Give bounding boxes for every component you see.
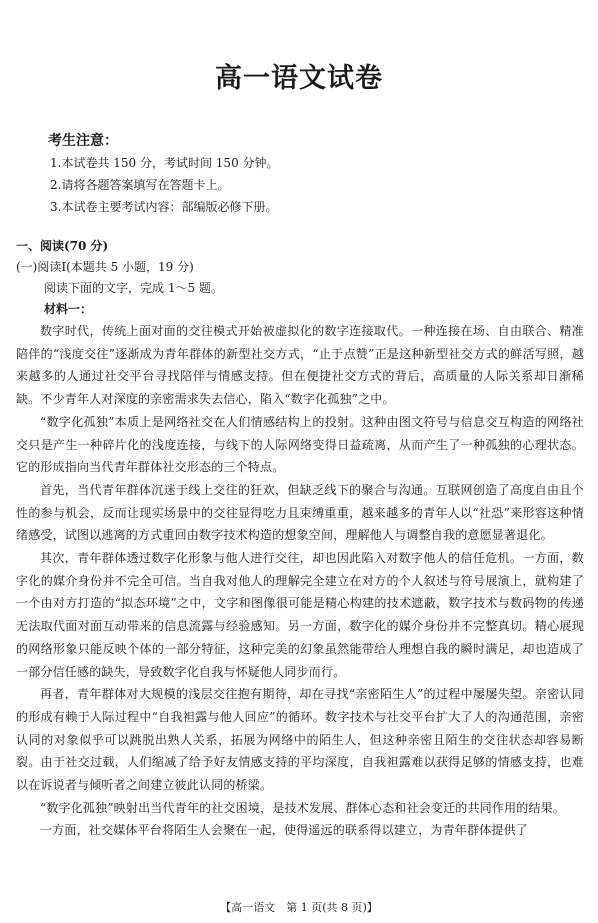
paragraph: 数字时代，传统上面对面的交往模式开始被虚拟化的数字连接取代。一种连接在场、自由联合、精准陪伴的“浅度交往”逐渐成为青年群体的新型社交方式，“止于点赞”正是这种新型社交方式的鲜活写照，越来越多的人通过社交平台寻找陪伴与情感支持。但在便捷社交方式的背后，高质量的人际关系却日渐稀缺。不少青年人对深度的亲密需求失去信心，陷入“数字化孤独”之中。	[16, 324, 584, 407]
reading-section-header	[16, 236, 586, 320]
notice-item-1: 1.本试卷共 150 分，考试时间 150 分钟。	[50, 156, 279, 170]
reading-instruction: 阅读下面的文字，完成 1～5 题。	[44, 281, 223, 295]
paragraph: 一方面，社交媒体平台将陌生人会聚在一起，使得遥远的联系得以建立，为青年群体提供了	[40, 823, 529, 838]
paragraph: 首先，当代青年群体沉迷于线上交往的狂欢，但缺乏线下的聚合与沟通。互联网创造了高度自由且个性的参与机会，反而让现实场景中的交往显得吃力且束缚重重，越来越多的青年人以“社恐”来形容这种情绪感受，试图以逃离的方式重回由数字技术构造的想象空间，理解他人与调整自我的意愿显著退化。	[16, 482, 584, 543]
subsection-heading: (一)阅读Ⅰ(本题共 5 小题，19 分)	[16, 260, 194, 274]
notice-item-2: 2.请将各题答案填写在答题卡上。	[50, 178, 230, 192]
candidate-notice	[48, 130, 568, 218]
paragraph: “数字化孤独”映射出当代青年的社交困境，是技术发展、群体心态和社会变迁的共同作用的结果。	[40, 800, 566, 815]
material-label: 材料一：	[44, 302, 93, 316]
notice-item-3: 3.本试卷主要考试内容：部编版必修下册。	[50, 200, 278, 214]
paragraph: “数字化孤独”本质上是网络社交在人们情感结构上的投射。这种由图文符号与信息交互构造的网络社交只是产生一种碎片化的浅度连接，与线下的人际网络变得日益疏离，从而产生了一种孤独的心理状态。它的形成指向当代青年群体社交形态的三个特点。	[16, 414, 584, 475]
page-title: 高一语文试卷	[215, 63, 383, 94]
page-footer: 【高一语文 第 1 页(共 8 页)】	[220, 901, 378, 914]
paragraph: 再者，青年群体对大规模的浅层交往抱有期待，却在寻找“亲密陌生人”的过程中屡屡失望。亲密认同的形成有赖于人际过程中“自我袒露与他人回应”的循环。数字技术与社交平台扩大了人的沟通范围，亲密认同的对象似乎可以跳脱出熟人关系，拓展为网络中的陌生人，但这种亲密且陌生的交往状态却容易断裂。由于社交过载，人们缩减了给予好友情感支持的平均深度，自我袒露难以获得足够的情感支持，也难以在诉说者与倾听者之间建立彼此认同的桥梁。	[16, 687, 584, 793]
material-one-text	[16, 320, 584, 842]
paragraph: 其次，青年群体透过数字化形象与他人进行交往，却也因此陷入对数字他人的信任危机。一方面，数字化的媒介身份并不完全可信。当自我对他人的理解完全建立在对方的个人叙述与符号展演上，就构建了一个由对方打造的“拟态环境”之中，文字和图像很可能是精心构建的技术遮蔽，数字技术与数码物的传递无法取代面对面互动带来的信息流露与经验感知。另一方面，数字化的媒介身份并不完整真切。精心展现的网络形象只能反映个体的一部分特征，这种完美的幻象虽然能带给人理想自我的瞬时满足，却也造成了一部分信任感的缺失，导致数字化自我与怀疑他人同步而行。	[16, 551, 584, 679]
section-heading: 一、阅读(70 分)	[16, 239, 109, 253]
notice-heading: 考生注意：	[48, 133, 118, 149]
